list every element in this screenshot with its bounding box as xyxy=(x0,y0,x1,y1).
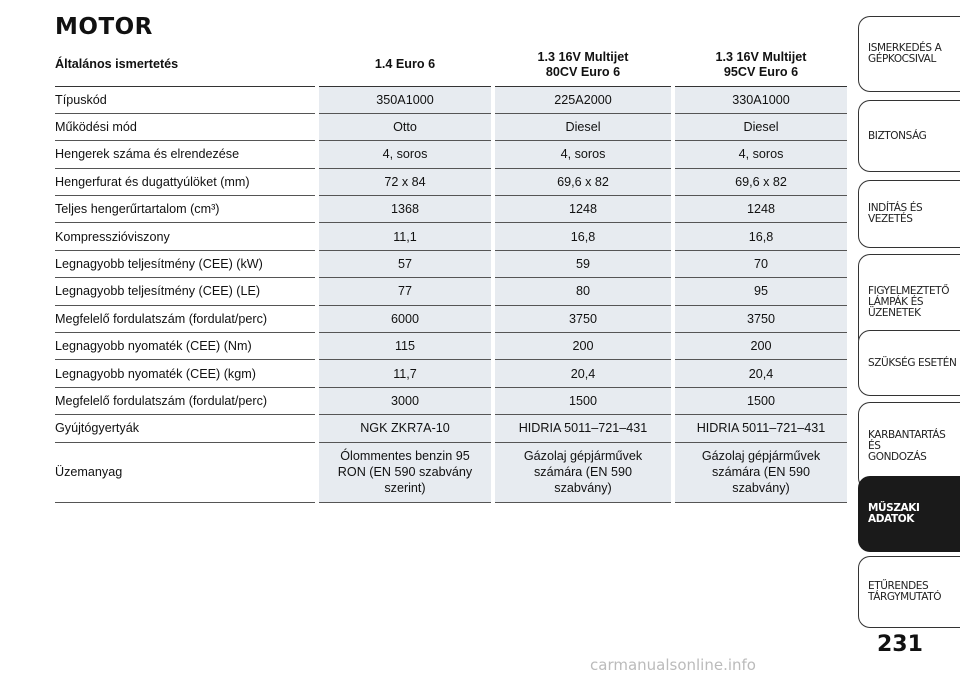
row-label: Megfelelő fordulatszám (fordulat/perc) xyxy=(55,305,317,332)
table-row xyxy=(55,168,847,195)
table-row xyxy=(55,223,847,250)
row-value-3: Gázolaj gépjárművek számára (EN 590 szabvány) xyxy=(673,442,847,502)
row-value-2: 1248 xyxy=(493,196,673,223)
table-row xyxy=(55,250,847,277)
row-value-3: 1500 xyxy=(673,387,847,414)
table-row xyxy=(55,86,847,113)
row-label: Működési mód xyxy=(55,113,317,140)
table-row xyxy=(55,333,847,360)
row-value-2: 4, soros xyxy=(493,141,673,168)
column-header-3: 1.3 16V Multijet 95CV Euro 6 xyxy=(673,44,847,86)
header-label: Általános ismertetés xyxy=(55,44,317,86)
row-label: Megfelelő fordulatszám (fordulat/perc) xyxy=(55,387,317,414)
row-value-1: 57 xyxy=(317,250,493,277)
row-label: Teljes hengerűrtartalom (cm³) xyxy=(55,196,317,223)
row-label: Legnagyobb nyomaték (CEE) (Nm) xyxy=(55,333,317,360)
row-value-2: 80 xyxy=(493,278,673,305)
engine-spec-table xyxy=(55,44,847,503)
row-value-1: 1368 xyxy=(317,196,493,223)
row-value-2: Diesel xyxy=(493,113,673,140)
table-row xyxy=(55,442,847,502)
table-row xyxy=(55,387,847,414)
row-label: Hengerek száma és elrendezése xyxy=(55,141,317,168)
section-tab-3[interactable]: INDÍTÁS ÉS VEZETÉS xyxy=(858,180,960,248)
page-number: 231 xyxy=(877,632,923,657)
row-value-3: 1248 xyxy=(673,196,847,223)
section-tab-4[interactable]: FIGYELMEZTETŐ LÁMPÁK ÉS ÜZENETEK xyxy=(858,254,960,350)
row-value-3: 4, soros xyxy=(673,141,847,168)
section-tab-7[interactable]: MŰSZAKI ADATOK xyxy=(858,476,960,552)
row-value-3: 70 xyxy=(673,250,847,277)
table-row xyxy=(55,113,847,140)
row-label: Legnagyobb teljesítmény (CEE) (LE) xyxy=(55,278,317,305)
row-value-3: 330A1000 xyxy=(673,86,847,113)
row-value-3: HIDRIA 5011–721–431 xyxy=(673,415,847,442)
row-value-1: NGK ZKR7A-10 xyxy=(317,415,493,442)
row-value-3: 69,6 x 82 xyxy=(673,168,847,195)
row-value-2: 225A2000 xyxy=(493,86,673,113)
row-label: Legnagyobb nyomaték (CEE) (kgm) xyxy=(55,360,317,387)
table-row xyxy=(55,360,847,387)
table-row xyxy=(55,415,847,442)
row-value-3: Diesel xyxy=(673,113,847,140)
row-value-1: 350A1000 xyxy=(317,86,493,113)
section-tab-2[interactable]: BIZTONSÁG xyxy=(858,100,960,172)
row-value-1: 4, soros xyxy=(317,141,493,168)
row-value-3: 95 xyxy=(673,278,847,305)
watermark: carmanualsonline.info xyxy=(590,656,756,674)
row-value-2: 1500 xyxy=(493,387,673,414)
row-value-2: 59 xyxy=(493,250,673,277)
row-label: Hengerfurat és dugattyúlöket (mm) xyxy=(55,168,317,195)
row-value-1: 6000 xyxy=(317,305,493,332)
row-value-2: 20,4 xyxy=(493,360,673,387)
row-value-3: 16,8 xyxy=(673,223,847,250)
row-value-2: HIDRIA 5011–721–431 xyxy=(493,415,673,442)
row-value-3: 200 xyxy=(673,333,847,360)
row-value-2: 16,8 xyxy=(493,223,673,250)
row-value-1: Otto xyxy=(317,113,493,140)
row-value-3: 20,4 xyxy=(673,360,847,387)
row-value-2: 69,6 x 82 xyxy=(493,168,673,195)
section-tabs xyxy=(858,0,960,640)
row-label: Gyújtógyertyák xyxy=(55,415,317,442)
row-value-3: 3750 xyxy=(673,305,847,332)
row-value-1: 77 xyxy=(317,278,493,305)
column-header-2: 1.3 16V Multijet 80CV Euro 6 xyxy=(493,44,673,86)
row-label: Típuskód xyxy=(55,86,317,113)
row-value-2: Gázolaj gépjárművek számára (EN 590 szabvány) xyxy=(493,442,673,502)
table-row xyxy=(55,305,847,332)
row-label: Kompresszióviszony xyxy=(55,223,317,250)
row-value-1: 11,1 xyxy=(317,223,493,250)
row-value-1: Ólommentes benzin 95 RON (EN 590 szabvány szerint) xyxy=(317,442,493,502)
row-value-2: 3750 xyxy=(493,305,673,332)
section-tab-1[interactable]: ISMERKEDÉS A GÉPKOCSIVAL xyxy=(858,16,960,92)
section-tab-6[interactable]: KARBANTARTÁS ÉS GONDOZÁS xyxy=(858,402,960,490)
table-row xyxy=(55,196,847,223)
row-label: Legnagyobb teljesítmény (CEE) (kW) xyxy=(55,250,317,277)
section-tab-8[interactable]: ETŰRENDES TÁRGYMUTATÓ xyxy=(858,556,960,628)
row-label: Üzemanyag xyxy=(55,442,317,502)
row-value-1: 72 x 84 xyxy=(317,168,493,195)
page-title: MOTOR xyxy=(55,14,153,40)
table-row xyxy=(55,278,847,305)
table-row xyxy=(55,141,847,168)
row-value-1: 3000 xyxy=(317,387,493,414)
row-value-1: 115 xyxy=(317,333,493,360)
row-value-1: 11,7 xyxy=(317,360,493,387)
column-header-1: 1.4 Euro 6 xyxy=(317,44,493,86)
row-value-2: 200 xyxy=(493,333,673,360)
section-tab-5[interactable]: SZÜKSÉG ESETÉN xyxy=(858,330,960,396)
table-header-row xyxy=(55,44,847,86)
